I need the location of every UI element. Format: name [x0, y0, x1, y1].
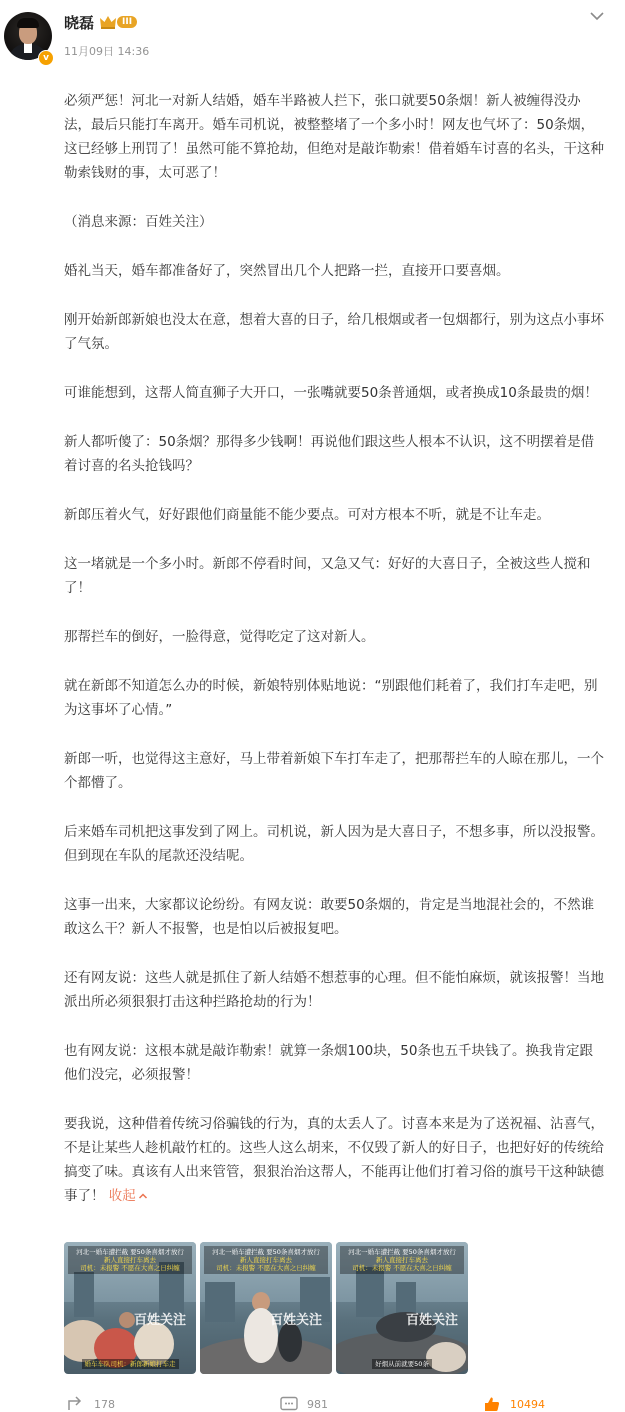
post-image-1[interactable] [64, 1242, 196, 1374]
watermark-logo: 百姓关注 [405, 1313, 458, 1328]
action-bar [0, 1392, 625, 1409]
collapse-label: 收起 [108, 1188, 136, 1204]
image-caption: 婚车车队司机：新郎新娘打车走 [64, 1359, 196, 1368]
watermark-logo: 百姓关注 [133, 1313, 186, 1328]
post-paragraph: 必须严惩！河北一对新人结婚，婚车半路被人拦下，张口就要50条烟！新人被缠得没办法，最后只能打车离开。婚车司机说，被整整堵了一个多小时！网友也气坏了：50条烟，这已经够上刑罚了！虽然可能不算抢劫，但绝对是敲诈勒索！借着婚车讨喜的名头，干这种勒索钱财的事，太可恶了！ [64, 93, 604, 181]
post-paragraph: 新郎一听，也觉得这主意好，马上带着新娘下车打车走了，把那帮拦车的人晾在那儿，一个个都懵了。 [64, 751, 604, 791]
chevron-up-icon [138, 1191, 148, 1201]
author-name[interactable]: 晓磊 [64, 14, 95, 32]
collapse-button[interactable] [109, 1188, 148, 1204]
repost-count: 178 [94, 1398, 115, 1411]
post-paragraph: 就在新郎不知道怎么办的时候，新娘特别体贴地说：“别跟他们耗着了，我们打车走吧，别为这事坏了心情。” [64, 678, 598, 718]
watermark-logo: 百姓关注 [269, 1313, 322, 1328]
post-paragraph: 可谁能想到，这帮人简直狮子大开口，一张嘴就要50条普通烟，或者换成10条最贵的烟！ [64, 385, 598, 401]
post-paragraph: 婚礼当天，婚车都准备好了，突然冒出几个人把路一拦，直接开口要喜烟。 [64, 263, 510, 279]
image-title: 河北一婚车遭拦截 要50条喜烟才放行 新人直接打车离去 司机：未报警 不愿在大喜之日纠缠 [204, 1246, 328, 1274]
post-paragraph: 也有网友说：这根本就是敲诈勒索！就算一条烟100块，50条也五千块钱了。换我肯定跟他们没完，必须报警！ [64, 1043, 593, 1083]
like-count: 10494 [510, 1398, 545, 1411]
post-paragraph: 后来婚车司机把这事发到了网上。司机说，新人因为是大喜日子，不想多事，所以没报警。但到现在车队的尾款还没结呢。 [64, 824, 604, 864]
user-level-badge[interactable] [99, 14, 139, 30]
image-title: 河北一婚车遭拦截 要50条喜烟才放行 新人直接打车离去 司机：未报警 不愿在大喜之日纠缠 [68, 1246, 192, 1274]
post-paragraph: 新郎压着火气，好好跟他们商量能不能少要点。可对方根本不听，就是不让车走。 [64, 507, 550, 523]
post-image-3[interactable] [336, 1242, 468, 1374]
comment-icon [279, 1396, 299, 1412]
post-timestamp[interactable]: 11月09日 14:36 [64, 45, 150, 58]
repost-icon [66, 1396, 86, 1412]
post-paragraph: （消息来源：百姓关注） [64, 214, 213, 230]
post-header [0, 0, 625, 70]
more-options-button[interactable] [585, 6, 609, 26]
chevron-down-icon [585, 6, 609, 26]
post-paragraph: 还有网友说：这些人就是抓住了新人结婚不想惹事的心理。但不能怕麻烦，就该报警！当地派出所必须狠狠打击这种拦路抢劫的行为！ [64, 970, 604, 1010]
verified-badge-icon: v [38, 50, 54, 66]
image-caption: 好烟从前就要50条 [336, 1359, 468, 1368]
image-title: 河北一婚车遭拦截 要50条喜烟才放行 新人直接打车离去 司机：未报警 不愿在大喜之日纠缠 [340, 1246, 464, 1274]
post-paragraph: 刚开始新郎新娘也没太在意，想着大喜的日子，给几根烟或者一包烟都行，别为这点小事坏了气氛。 [64, 312, 604, 352]
comment-count: 981 [307, 1398, 328, 1411]
level-label: III [117, 16, 137, 28]
post-paragraph: 这事一出来，大家都议论纷纷。有网友说：敢要50条烟的，肯定是当地混社会的，不然谁敢这么干？新人不报警，也是怕以后被报复吧。 [64, 897, 595, 937]
thumbs-up-icon [482, 1396, 502, 1412]
post-content [64, 89, 604, 1208]
post-paragraph: 那帮拦车的倒好，一脸得意，觉得吃定了这对新人。 [64, 629, 375, 645]
crown-icon [99, 14, 117, 30]
post-paragraph-text: 要我说，这种借着传统习俗骗钱的行为，真的太丢人了。讨喜本来是为了送祝福、沾喜气，不是让某些人趁机敲竹杠的。这些人这么胡来，不仅毁了新人的好日子，也把好好的传统给搞变了味。真该有人出来管管，狠狠治治这帮人，不能再让他们打着习俗的旗号干这种缺德事了！ [64, 1116, 604, 1204]
post-image-2[interactable] [200, 1242, 332, 1374]
post-paragraph: 新人都听傻了：50条烟？那得多少钱啊！再说他们跟这些人根本不认识，这不明摆着是借着讨喜的名头抢钱吗？ [64, 434, 595, 474]
post-paragraph: 这一堵就是一个多小时。新郎不停看时间，又急又气：好好的大喜日子，全被这些人搅和了！ [64, 556, 591, 596]
post-paragraph-last [64, 1112, 604, 1208]
